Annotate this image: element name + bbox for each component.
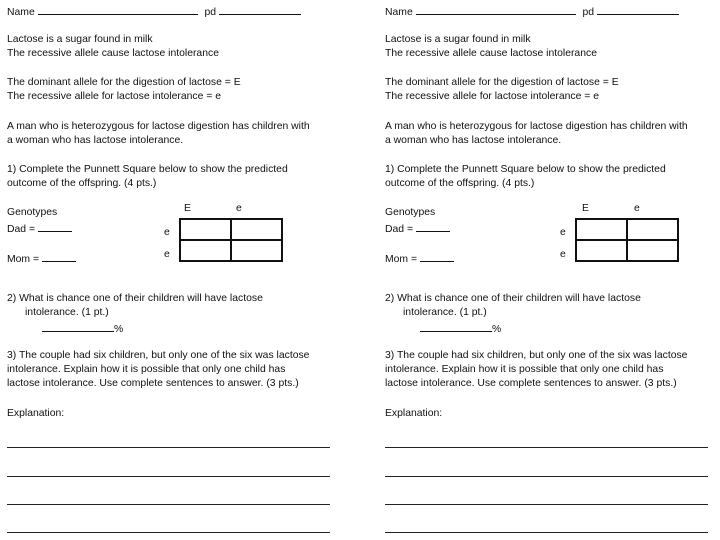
percent-blank[interactable] (42, 320, 114, 332)
header-row (385, 3, 679, 20)
mom-label: Mom = (7, 254, 40, 265)
punnett-top-allele-1: E (582, 203, 589, 214)
punnett-side-allele-1: e (560, 227, 566, 238)
punnett-cell[interactable] (231, 240, 282, 261)
punnett-top-allele-2: e (236, 203, 242, 214)
punnett-side-allele-2: e (560, 249, 566, 260)
punnett-side-allele-1: e (164, 227, 170, 238)
pd-label: pd (582, 7, 595, 18)
name-label: Name (385, 7, 413, 18)
percent-answer-row (420, 320, 501, 337)
intro-line-2: The recessive allele cause lactose intolerance (7, 48, 219, 59)
punnett-top-allele-2: e (634, 203, 640, 214)
answer-line[interactable] (385, 447, 708, 448)
punnett-cell[interactable] (231, 219, 282, 240)
percent-blank[interactable] (420, 320, 492, 332)
question-2-line-1: 2) What is chance one of their children will have lactose (385, 293, 641, 304)
percent-answer-row (42, 320, 123, 337)
punnett-square (179, 218, 283, 262)
punnett-top-allele-1: E (184, 203, 191, 214)
dad-label: Dad = (7, 224, 36, 235)
question-2-line-2: intolerance. (1 pt.) (403, 307, 487, 318)
question-1-line-2: outcome of the offspring. (4 pts.) (385, 178, 535, 189)
dominant-allele-text: The dominant allele for the digestion of lactose = E (7, 77, 241, 88)
mom-genotype-blank[interactable] (420, 250, 454, 262)
explanation-label: Explanation: (7, 408, 65, 419)
mom-genotype-blank[interactable] (42, 250, 76, 262)
question-3-line-3: lactose intolerance. Use complete sentences to answer. (3 pts.) (385, 378, 677, 389)
scenario-line-1: A man who is heterozygous for lactose digestion has children with (7, 121, 310, 132)
punnett-cell[interactable] (627, 219, 678, 240)
scenario-line-1: A man who is heterozygous for lactose digestion has children with (385, 121, 688, 132)
dad-genotype-blank[interactable] (38, 220, 72, 232)
name-blank[interactable] (416, 3, 576, 15)
answer-line[interactable] (7, 447, 330, 448)
intro-line-1: Lactose is a sugar found in milk (7, 34, 153, 45)
answer-line[interactable] (7, 504, 330, 505)
question-2-line-1: 2) What is chance one of their children will have lactose (7, 293, 263, 304)
question-1-line-2: outcome of the offspring. (4 pts.) (7, 178, 157, 189)
answer-line[interactable] (385, 476, 708, 477)
intro-line-2: The recessive allele cause lactose intolerance (385, 48, 597, 59)
pd-blank[interactable] (219, 3, 301, 15)
percent-sign: % (492, 324, 502, 335)
recessive-allele-text: The recessive allele for lactose intolerance = e (7, 91, 221, 102)
explanation-label: Explanation: (385, 408, 443, 419)
punnett-cell[interactable] (576, 219, 627, 240)
pd-blank[interactable] (597, 3, 679, 15)
pd-label: pd (204, 7, 217, 18)
genotypes-title: Genotypes (385, 207, 436, 218)
mom-label: Mom = (385, 254, 418, 265)
percent-sign: % (114, 324, 124, 335)
dad-genotype-blank[interactable] (416, 220, 450, 232)
answer-line[interactable] (385, 532, 708, 533)
name-blank[interactable] (38, 3, 198, 15)
name-label: Name (7, 7, 35, 18)
punnett-cell[interactable] (180, 240, 231, 261)
scenario-line-2: a woman who has lactose intolerance. (385, 135, 562, 146)
punnett-cell[interactable] (180, 219, 231, 240)
question-3-line-1: 3) The couple had six children, but only one of the six was lactose (7, 350, 310, 361)
worksheet-left (7, 0, 347, 540)
genotypes-title: Genotypes (7, 207, 58, 218)
recessive-allele-text: The recessive allele for lactose intolerance = e (385, 91, 599, 102)
scenario-line-2: a woman who has lactose intolerance. (7, 135, 184, 146)
worksheet-right (385, 0, 720, 540)
question-3-line-3: lactose intolerance. Use complete sentences to answer. (3 pts.) (7, 378, 299, 389)
punnett-cell[interactable] (576, 240, 627, 261)
intro-line-1: Lactose is a sugar found in milk (385, 34, 531, 45)
mom-genotype-row (7, 250, 76, 267)
dad-genotype-row (385, 220, 450, 237)
answer-line[interactable] (7, 532, 330, 533)
punnett-square (575, 218, 679, 262)
dad-genotype-row (7, 220, 72, 237)
dad-label: Dad = (385, 224, 414, 235)
dominant-allele-text: The dominant allele for the digestion of lactose = E (385, 77, 619, 88)
answer-line[interactable] (385, 504, 708, 505)
question-1-line-1: 1) Complete the Punnett Square below to show the predicted (385, 164, 666, 175)
question-2-line-2: intolerance. (1 pt.) (25, 307, 109, 318)
answer-line[interactable] (7, 476, 330, 477)
header-row (7, 3, 301, 20)
question-3-line-2: intolerance. Explain how it is possible that only one child has (385, 364, 664, 375)
question-3-line-2: intolerance. Explain how it is possible that only one child has (7, 364, 286, 375)
punnett-cell[interactable] (627, 240, 678, 261)
punnett-side-allele-2: e (164, 249, 170, 260)
question-3-line-1: 3) The couple had six children, but only one of the six was lactose (385, 350, 688, 361)
question-1-line-1: 1) Complete the Punnett Square below to show the predicted (7, 164, 288, 175)
mom-genotype-row (385, 250, 454, 267)
